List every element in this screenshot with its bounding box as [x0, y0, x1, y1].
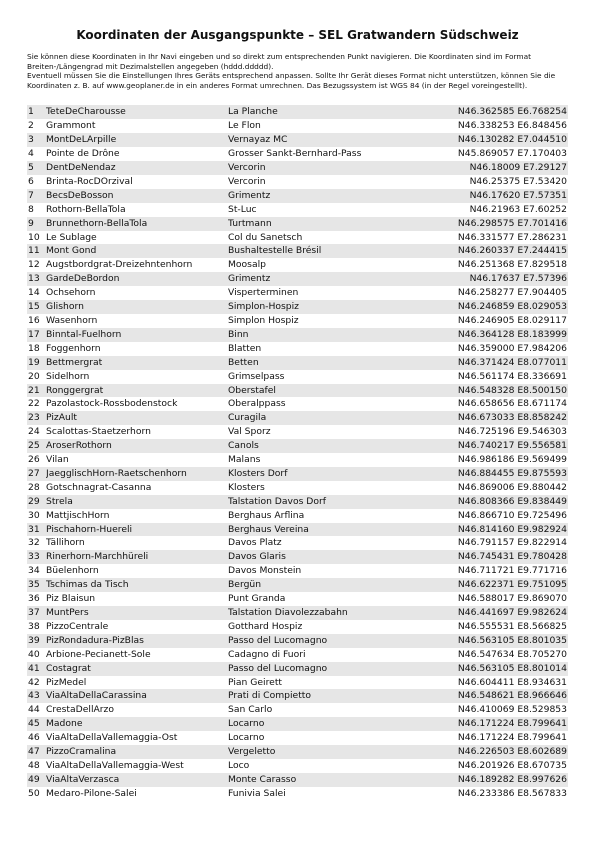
- start-point-name: TeteDeCharousse: [46, 105, 228, 119]
- coordinates: N46.673033 E8.858242: [428, 411, 568, 425]
- coordinates: N46.658656 E8.671174: [428, 397, 568, 411]
- table-row: [27, 578, 568, 592]
- start-point-name: PizMedel: [46, 676, 228, 690]
- coordinates: N46.869006 E9.880442: [428, 481, 568, 495]
- start-location: Berghaus Arflina: [228, 509, 428, 523]
- start-location: Le Flon: [228, 119, 428, 133]
- start-location: Simplon-Hospiz: [228, 300, 428, 314]
- start-point-name: Sidelhorn: [46, 370, 228, 384]
- start-location: Pian Geirett: [228, 676, 428, 690]
- start-location: Davos Platz: [228, 536, 428, 550]
- coordinates: N46.362585 E6.768254: [428, 105, 568, 119]
- start-location: Malans: [228, 453, 428, 467]
- start-location: Simplon Hospiz: [228, 314, 428, 328]
- start-point-name: Pazolastock-Rossbodenstock: [46, 397, 228, 411]
- coordinates: N46.171224 E8.799641: [428, 731, 568, 745]
- coordinates: N46.555531 E8.566825: [428, 620, 568, 634]
- start-point-name: Arbione-Pecianett-Sole: [46, 648, 228, 662]
- row-number: 4: [27, 147, 46, 161]
- row-number: 19: [27, 356, 46, 370]
- coordinates: N46.986186 E9.569499: [428, 453, 568, 467]
- start-point-name: Brunnethorn-BellaTola: [46, 217, 228, 231]
- row-number: 28: [27, 481, 46, 495]
- table-row: [27, 161, 568, 175]
- table-row: [27, 147, 568, 161]
- start-location: Locarno: [228, 717, 428, 731]
- table-row: [27, 536, 568, 550]
- coordinates: N46.189282 E8.997626: [428, 773, 568, 787]
- coordinates: N46.130282 E7.044510: [428, 133, 568, 147]
- coordinates: N46.226503 E8.602689: [428, 745, 568, 759]
- start-point-name: MuntPers: [46, 606, 228, 620]
- row-number: 5: [27, 161, 46, 175]
- table-row: [27, 328, 568, 342]
- table-row: [27, 453, 568, 467]
- start-point-name: MattjischHorn: [46, 509, 228, 523]
- start-point-name: MontDeLArpille: [46, 133, 228, 147]
- row-number: 23: [27, 411, 46, 425]
- coordinates: N46.18009 E7.29127: [428, 161, 568, 175]
- start-location: Vercorin: [228, 161, 428, 175]
- row-number: 50: [27, 787, 46, 801]
- table-row: [27, 745, 568, 759]
- start-location: Oberstafel: [228, 384, 428, 398]
- coordinates: N46.791157 E9.822914: [428, 536, 568, 550]
- start-location: Oberalppass: [228, 397, 428, 411]
- start-location: Talstation Diavolezzabahn: [228, 606, 428, 620]
- start-point-name: Tschimas da Tisch: [46, 578, 228, 592]
- coordinates: N46.171224 E8.799641: [428, 717, 568, 731]
- coordinates: N46.884455 E9.875593: [428, 467, 568, 481]
- row-number: 16: [27, 314, 46, 328]
- start-location: Punt Granda: [228, 592, 428, 606]
- start-location: La Planche: [228, 105, 428, 119]
- table-row: [27, 217, 568, 231]
- row-number: 22: [27, 397, 46, 411]
- start-location: Klosters Dorf: [228, 467, 428, 481]
- start-location: Turtmann: [228, 217, 428, 231]
- table-row: [27, 356, 568, 370]
- start-point-name: Scalottas-Staetzerhorn: [46, 425, 228, 439]
- row-number: 32: [27, 536, 46, 550]
- intro-paragraph-1: Sie können diese Koordinaten in Ihr Navi eingeben und so direkt zum entsprechenden Punkt navigieren. Die Koordinaten sind im Format Breiten-/Längengrad mit Dezimalstellen angegeben (hddd.ddddd).: [27, 52, 532, 71]
- start-point-name: Piz Blaisun: [46, 592, 228, 606]
- start-point-name: DentDeNendaz: [46, 161, 228, 175]
- coordinates: N46.711721 E9.771716: [428, 564, 568, 578]
- start-point-name: Pointe de Drône: [46, 147, 228, 161]
- table-row: [27, 564, 568, 578]
- table-row: [27, 105, 568, 119]
- start-point-name: Pischahorn-Huereli: [46, 523, 228, 537]
- intro-paragraph-2: Eventuell müssen Sie die Einstellungen Ihres Geräts entsprechend anpassen. Sollte Ihr Gerät dieses Format nicht unterstützen, können Sie die Koordinaten z. B. auf www.geoplaner.de in ein anderes Format umrechnen. Das Bezugssystem ist WGS 84 (in der Regel voreingestellt).: [27, 71, 556, 90]
- start-point-name: Grammont: [46, 119, 228, 133]
- table-row: [27, 397, 568, 411]
- coordinates: N46.745431 E9.780428: [428, 550, 568, 564]
- row-number: 9: [27, 217, 46, 231]
- start-point-name: Strela: [46, 495, 228, 509]
- table-row: [27, 606, 568, 620]
- start-point-name: AroserRothorn: [46, 439, 228, 453]
- row-number: 12: [27, 258, 46, 272]
- coordinates: N46.298575 E7.701416: [428, 217, 568, 231]
- row-number: 40: [27, 648, 46, 662]
- row-number: 45: [27, 717, 46, 731]
- coordinates: N46.364128 E8.183999: [428, 328, 568, 342]
- table-row: [27, 676, 568, 690]
- row-number: 6: [27, 175, 46, 189]
- row-number: 18: [27, 342, 46, 356]
- start-location: Berghaus Vereina: [228, 523, 428, 537]
- start-point-name: BecsDeBosson: [46, 189, 228, 203]
- row-number: 49: [27, 773, 46, 787]
- start-location: Grimselpass: [228, 370, 428, 384]
- table-row: [27, 300, 568, 314]
- table-row: [27, 189, 568, 203]
- row-number: 1: [27, 105, 46, 119]
- start-point-name: Ronggergrat: [46, 384, 228, 398]
- row-number: 39: [27, 634, 46, 648]
- table-row: [27, 495, 568, 509]
- table-row: [27, 370, 568, 384]
- row-number: 10: [27, 231, 46, 245]
- coordinates-table-body: [27, 105, 568, 800]
- start-location: Bergün: [228, 578, 428, 592]
- row-number: 7: [27, 189, 46, 203]
- coordinates: N46.251368 E7.829518: [428, 258, 568, 272]
- row-number: 14: [27, 286, 46, 300]
- table-row: [27, 314, 568, 328]
- table-row: [27, 759, 568, 773]
- row-number: 44: [27, 703, 46, 717]
- start-location: Betten: [228, 356, 428, 370]
- coordinates: N46.548621 E8.966646: [428, 689, 568, 703]
- row-number: 38: [27, 620, 46, 634]
- start-point-name: Rothorn-BellaTola: [46, 203, 228, 217]
- table-row: [27, 717, 568, 731]
- coordinates: N46.338253 E6.848456: [428, 119, 568, 133]
- start-point-name: Glishorn: [46, 300, 228, 314]
- start-location: Passo del Lucomagno: [228, 662, 428, 676]
- start-location: Klosters: [228, 481, 428, 495]
- row-number: 15: [27, 300, 46, 314]
- row-number: 30: [27, 509, 46, 523]
- start-point-name: Brinta-RocDOrzival: [46, 175, 228, 189]
- start-location: Vergeletto: [228, 745, 428, 759]
- start-location: Cadagno di Fuori: [228, 648, 428, 662]
- table-row: [27, 703, 568, 717]
- start-location: Canols: [228, 439, 428, 453]
- row-number: 13: [27, 272, 46, 286]
- table-row: [27, 425, 568, 439]
- table-row: [27, 592, 568, 606]
- coordinates: N45.869057 E7.170403: [428, 147, 568, 161]
- start-point-name: Gotschnagrat-Casanna: [46, 481, 228, 495]
- start-point-name: PizAult: [46, 411, 228, 425]
- start-point-name: Ochsehorn: [46, 286, 228, 300]
- start-point-name: CrestaDellArzo: [46, 703, 228, 717]
- start-point-name: Wasenhorn: [46, 314, 228, 328]
- coordinates: N46.258277 E7.904405: [428, 286, 568, 300]
- start-location: Davos Glaris: [228, 550, 428, 564]
- page-title: Koordinaten der Ausgangspunkte – SEL Gratwandern Südschweiz: [76, 28, 519, 42]
- table-row: [27, 119, 568, 133]
- row-number: 17: [27, 328, 46, 342]
- table-row: [27, 689, 568, 703]
- table-row: [27, 272, 568, 286]
- coordinates: N46.547634 E8.705270: [428, 648, 568, 662]
- coordinates: N46.201926 E8.670735: [428, 759, 568, 773]
- coordinates: N46.866710 E9.725496: [428, 509, 568, 523]
- start-location: Vercorin: [228, 175, 428, 189]
- coordinates: N46.588017 E9.869070: [428, 592, 568, 606]
- start-location: Grimentz: [228, 189, 428, 203]
- table-row: [27, 467, 568, 481]
- start-point-name: ViaAltaDellaVallemaggia-Ost: [46, 731, 228, 745]
- row-number: 35: [27, 578, 46, 592]
- start-location: Blatten: [228, 342, 428, 356]
- table-row: [27, 662, 568, 676]
- start-point-name: Medaro-Pilone-Salei: [46, 787, 228, 801]
- start-location: Funivia Salei: [228, 787, 428, 801]
- intro-text: [27, 52, 568, 90]
- row-number: 46: [27, 731, 46, 745]
- start-point-name: Büelenhorn: [46, 564, 228, 578]
- row-number: 33: [27, 550, 46, 564]
- row-number: 3: [27, 133, 46, 147]
- start-point-name: Mont Gond: [46, 244, 228, 258]
- start-location: Col du Sanetsch: [228, 231, 428, 245]
- start-point-name: GardeDeBordon: [46, 272, 228, 286]
- row-number: 31: [27, 523, 46, 537]
- start-point-name: PizzoCentrale: [46, 620, 228, 634]
- row-number: 42: [27, 676, 46, 690]
- start-point-name: Madone: [46, 717, 228, 731]
- row-number: 8: [27, 203, 46, 217]
- row-number: 25: [27, 439, 46, 453]
- start-point-name: Tällihorn: [46, 536, 228, 550]
- row-number: 36: [27, 592, 46, 606]
- coordinates-table: [27, 105, 568, 800]
- coordinates: N46.371424 E8.077011: [428, 356, 568, 370]
- table-row: [27, 231, 568, 245]
- start-location: Grosser Sankt-Bernhard-Pass: [228, 147, 428, 161]
- start-location: Grimentz: [228, 272, 428, 286]
- start-location: Monte Carasso: [228, 773, 428, 787]
- start-location: Vernayaz MC: [228, 133, 428, 147]
- coordinates: N46.561174 E8.336691: [428, 370, 568, 384]
- row-number: 47: [27, 745, 46, 759]
- start-location: Visperterminen: [228, 286, 428, 300]
- table-row: [27, 286, 568, 300]
- row-number: 48: [27, 759, 46, 773]
- start-point-name: Le Sublage: [46, 231, 228, 245]
- table-row: [27, 244, 568, 258]
- coordinates: N46.814160 E9.982924: [428, 523, 568, 537]
- start-location: Talstation Davos Dorf: [228, 495, 428, 509]
- coordinates: N46.246905 E8.029117: [428, 314, 568, 328]
- start-point-name: PizRondadura-PizBlas: [46, 634, 228, 648]
- row-number: 41: [27, 662, 46, 676]
- coordinates: N46.21963 E7.60252: [428, 203, 568, 217]
- coordinates: N46.410069 E8.529853: [428, 703, 568, 717]
- coordinates: N46.725196 E9.546303: [428, 425, 568, 439]
- start-location: Prati di Compietto: [228, 689, 428, 703]
- row-number: 26: [27, 453, 46, 467]
- table-row: [27, 439, 568, 453]
- coordinates: N46.441697 E9.982624: [428, 606, 568, 620]
- start-point-name: Augstbordgrat-Dreizehntenhorn: [46, 258, 228, 272]
- row-number: 2: [27, 119, 46, 133]
- row-number: 11: [27, 244, 46, 258]
- coordinates: N46.622371 E9.751095: [428, 578, 568, 592]
- row-number: 27: [27, 467, 46, 481]
- row-number: 20: [27, 370, 46, 384]
- start-point-name: JaegglischHorn-Raetschenhorn: [46, 467, 228, 481]
- row-number: 21: [27, 384, 46, 398]
- table-row: [27, 731, 568, 745]
- start-point-name: Bettmergrat: [46, 356, 228, 370]
- coordinates: N46.25375 E7.53420: [428, 175, 568, 189]
- start-location: Locarno: [228, 731, 428, 745]
- coordinates: N46.808366 E9.838449: [428, 495, 568, 509]
- table-row: [27, 258, 568, 272]
- start-point-name: Rinerhorn-Marchhüreli: [46, 550, 228, 564]
- start-location: Davos Monstein: [228, 564, 428, 578]
- coordinates: N46.17637 E7.57396: [428, 272, 568, 286]
- table-row: [27, 342, 568, 356]
- start-location: San Carlo: [228, 703, 428, 717]
- table-row: [27, 481, 568, 495]
- table-row: [27, 620, 568, 634]
- start-location: Curagila: [228, 411, 428, 425]
- table-row: [27, 175, 568, 189]
- coordinates: N46.260337 E7.244415: [428, 244, 568, 258]
- table-row: [27, 411, 568, 425]
- coordinates: N46.359000 E7.984206: [428, 342, 568, 356]
- start-location: Val Sporz: [228, 425, 428, 439]
- table-row: [27, 634, 568, 648]
- coordinates: N46.548328 E8.500150: [428, 384, 568, 398]
- start-point-name: Vilan: [46, 453, 228, 467]
- start-location: Binn: [228, 328, 428, 342]
- coordinates: N46.604411 E8.934631: [428, 676, 568, 690]
- start-point-name: ViaAltaDellaVallemaggia-West: [46, 759, 228, 773]
- start-location: Gotthard Hospiz: [228, 620, 428, 634]
- start-location: St-Luc: [228, 203, 428, 217]
- start-location: Loco: [228, 759, 428, 773]
- table-row: [27, 509, 568, 523]
- start-point-name: ViaAltaVerzasca: [46, 773, 228, 787]
- start-location: Bushaltestelle Brésil: [228, 244, 428, 258]
- row-number: 37: [27, 606, 46, 620]
- row-number: 29: [27, 495, 46, 509]
- coordinates: N46.246859 E8.029053: [428, 300, 568, 314]
- start-point-name: ViaAltaDellaCarassina: [46, 689, 228, 703]
- table-row: [27, 203, 568, 217]
- table-row: [27, 787, 568, 801]
- table-row: [27, 550, 568, 564]
- row-number: 43: [27, 689, 46, 703]
- coordinates: N46.17620 E7.57351: [428, 189, 568, 203]
- row-number: 34: [27, 564, 46, 578]
- table-row: [27, 384, 568, 398]
- table-row: [27, 133, 568, 147]
- row-number: 24: [27, 425, 46, 439]
- coordinates: N46.563105 E8.801035: [428, 634, 568, 648]
- table-row: [27, 523, 568, 537]
- start-point-name: Binntal-Fuelhorn: [46, 328, 228, 342]
- table-row: [27, 648, 568, 662]
- coordinates: N46.331577 E7.286231: [428, 231, 568, 245]
- coordinates: N46.563105 E8.801014: [428, 662, 568, 676]
- start-point-name: PizzoCramalina: [46, 745, 228, 759]
- start-location: Moosalp: [228, 258, 428, 272]
- table-row: [27, 773, 568, 787]
- start-location: Passo del Lucomagno: [228, 634, 428, 648]
- coordinates: N46.740217 E9.556581: [428, 439, 568, 453]
- coordinates: N46.233386 E8.567833: [428, 787, 568, 801]
- start-point-name: Costagrat: [46, 662, 228, 676]
- start-point-name: Foggenhorn: [46, 342, 228, 356]
